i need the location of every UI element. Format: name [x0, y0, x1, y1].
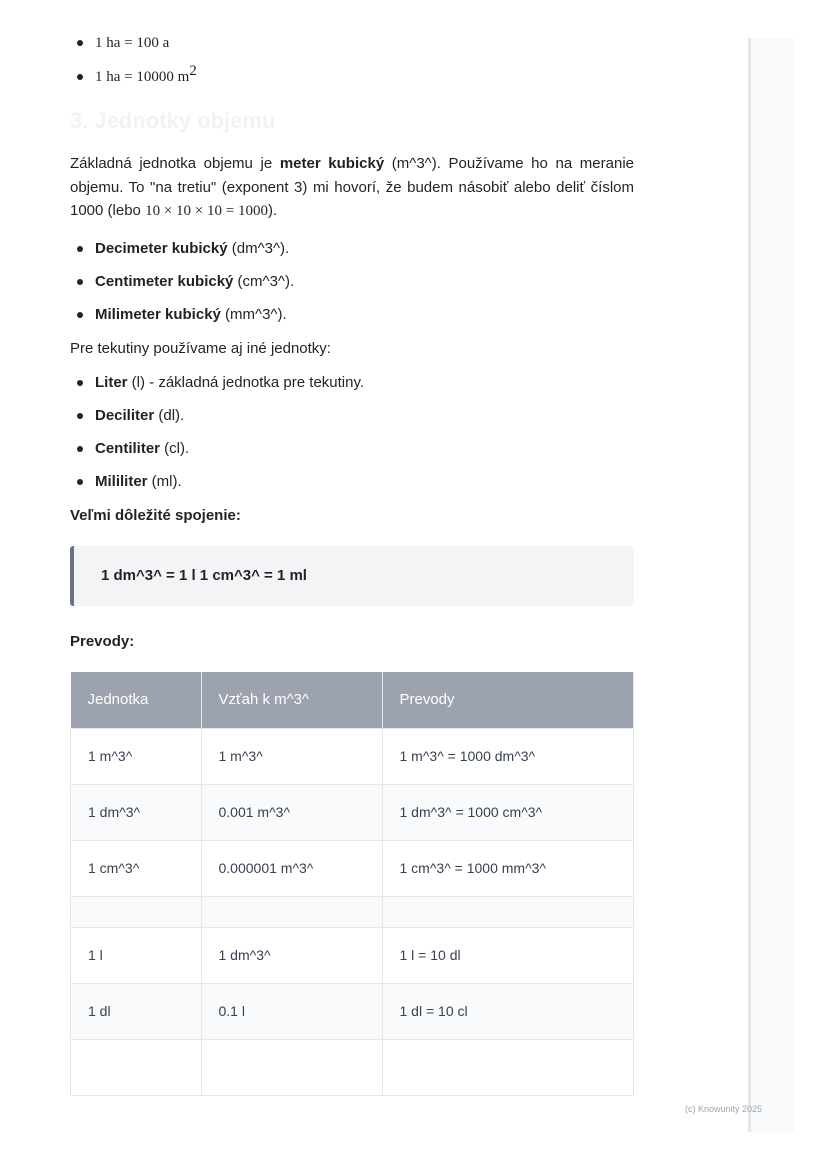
list-item: Centiliter (cl). — [95, 440, 634, 457]
table-cell: 1 l = 10 dl — [382, 927, 634, 983]
table-row — [71, 784, 634, 840]
table-row — [71, 1039, 634, 1095]
volume-units-list — [70, 240, 634, 323]
list-item: Centimeter kubický (cm^3^). — [95, 273, 634, 290]
list-item: 1 ha = 100 a — [95, 34, 634, 52]
liquids-intro: Pre tekutiny používame aj iné jednotky: — [70, 339, 331, 357]
table-cell — [201, 896, 382, 927]
table-cell — [201, 1039, 382, 1095]
table-cell — [71, 896, 202, 927]
conversions-label: Prevody: — [70, 632, 135, 650]
table-cell: 1 m^3^ — [201, 728, 382, 784]
table-cell — [71, 1039, 202, 1095]
table-cell: 1 cm^3^ = 1000 mm^3^ — [382, 840, 634, 896]
table-cell — [382, 896, 634, 927]
table-cell: 1 cm^3^ — [71, 840, 202, 896]
footer-copyright: (c) Knowunity 2025 — [685, 1104, 763, 1114]
page-cutoff — [70, 1133, 634, 1171]
table-cell: 1 dm^3^ — [201, 927, 382, 983]
table-row — [71, 983, 634, 1039]
table-row — [71, 896, 634, 927]
document-body — [70, 34, 634, 1096]
table-header-row — [71, 672, 634, 729]
table-cell: 1 dl — [71, 983, 202, 1039]
list-item: Mililiter (ml). — [95, 473, 634, 490]
section-heading: 3. Jednotky objemu — [70, 108, 276, 133]
table-cell: 1 dl = 10 cl — [382, 983, 634, 1039]
table-cell: 0.001 m^3^ — [201, 784, 382, 840]
conversion-table — [70, 672, 634, 1096]
area-list — [70, 34, 634, 86]
table-cell: 0.000001 m^3^ — [201, 840, 382, 896]
list-item: Decimeter kubický (dm^3^). — [95, 240, 634, 257]
liquid-units-list — [70, 374, 634, 490]
table-cell: 1 l — [71, 927, 202, 983]
list-item: Milimeter kubický (mm^3^). — [95, 306, 634, 323]
table-row — [71, 927, 634, 983]
column-header: Vzťah k m^3^ — [201, 672, 382, 729]
column-header: Prevody — [382, 672, 634, 729]
table-row — [71, 840, 634, 896]
list-item: 1 ha = 10000 $m^2$ — [95, 68, 634, 86]
important-label: Veľmi dôležité spojenie: — [70, 506, 241, 524]
list-item: Liter (l) - základná jednotka pre tekutiny. — [95, 374, 634, 391]
callout-text: 1 dm^3^ = 1 l 1 cm^3^ = 1 ml — [101, 567, 307, 584]
callout-box — [70, 546, 634, 606]
right-sidebar — [748, 38, 795, 1132]
intro-paragraph: Základná jednotka objemu je meter kubický (m^3^). Používame ho na meranie objemu. To "na tretiu" (exponent 3) mi hovorí, že budem násobiť alebo deliť číslom 1000 (lebo 10 × 10 × 10 = 1000). — [70, 155, 634, 219]
table-cell: 1 dm^3^ — [71, 784, 202, 840]
table-row — [71, 728, 634, 784]
table-cell: 1 m^3^ — [71, 728, 202, 784]
table-cell — [382, 1039, 634, 1095]
table-cell: 1 m^3^ = 1000 dm^3^ — [382, 728, 634, 784]
list-item: Deciliter (dl). — [95, 407, 634, 424]
table-cell: 0.1 l — [201, 983, 382, 1039]
table-cell: 1 dm^3^ = 1000 cm^3^ — [382, 784, 634, 840]
column-header: Jednotka — [71, 672, 202, 729]
